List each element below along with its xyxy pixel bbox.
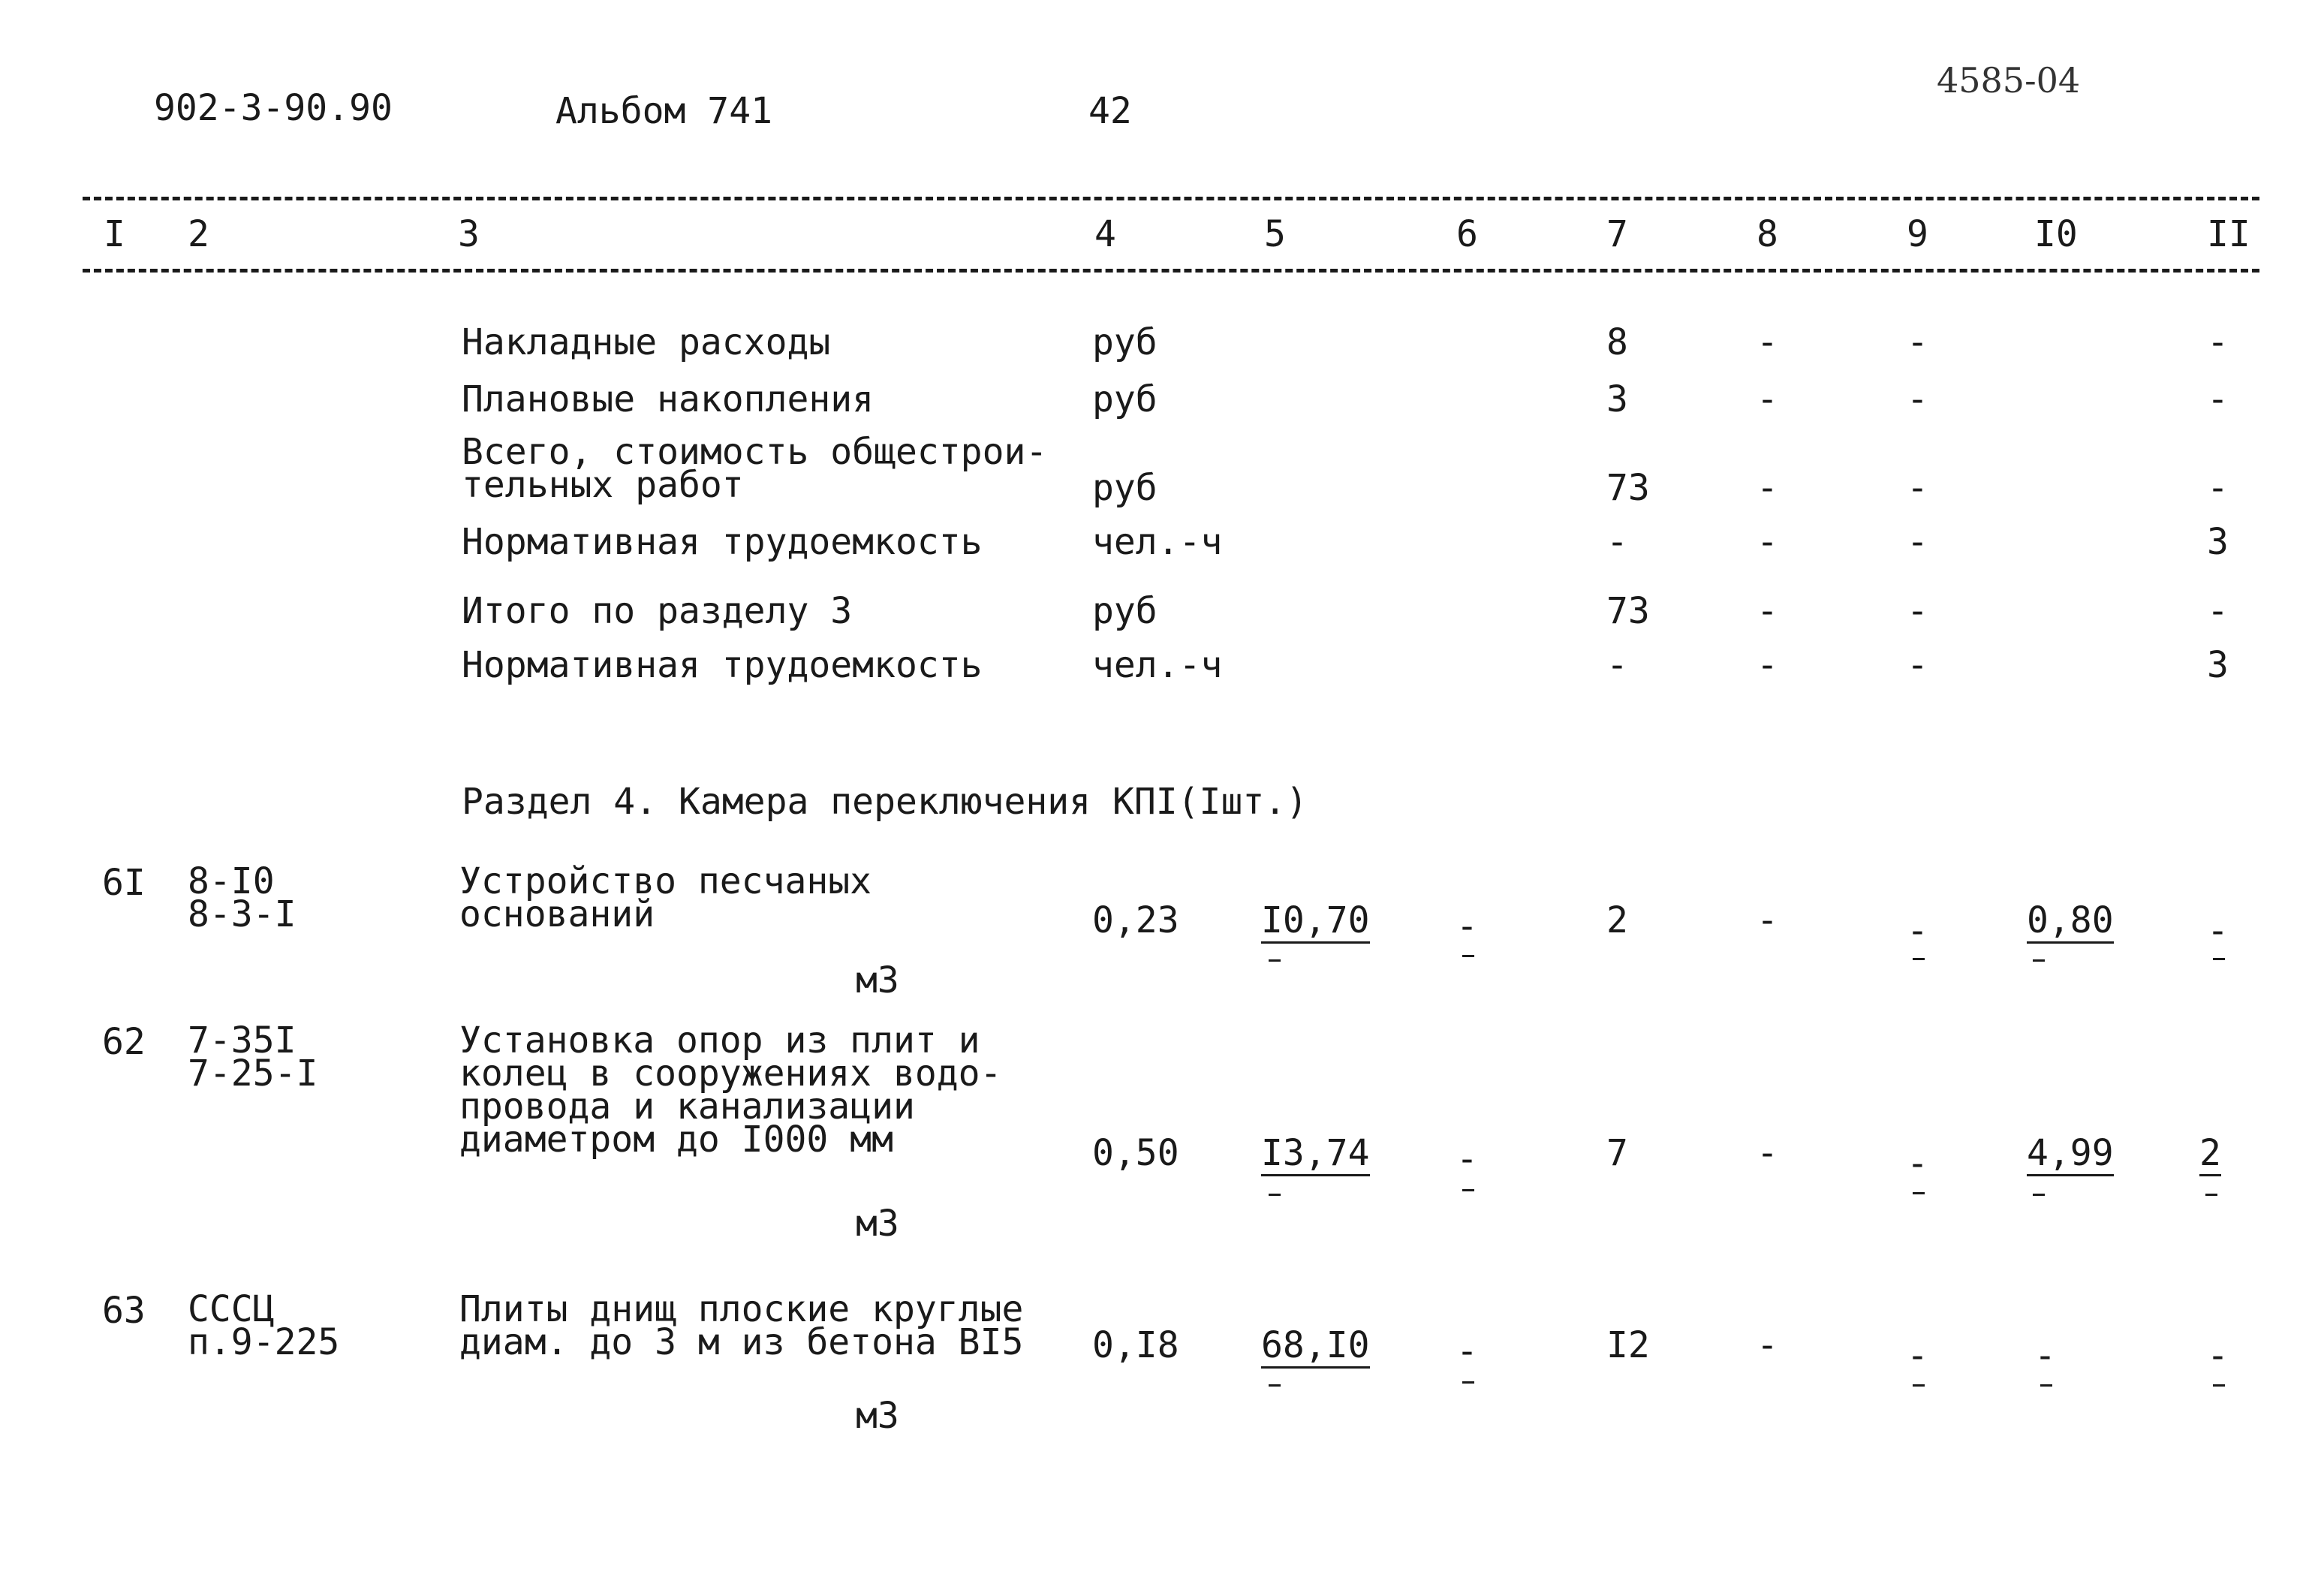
sub-dash [1269,1194,1281,1196]
col-header-2: 2 [188,213,209,255]
rate-code: СССЦ п.9-225 [188,1288,340,1364]
summary-unit: чел.-ч [1092,644,1223,686]
quantity: 0,23 [1092,899,1179,941]
sub-dash [2040,1384,2052,1387]
col10-value: 4,99 [2027,1135,2114,1176]
summary-col11: 3 [2207,644,2229,686]
col6-value: - [1456,905,1478,947]
work-description: Устройство песчаных оснований [459,860,872,936]
summary-name: Нормативная трудоемкость [462,644,983,686]
summary-col9: - [1907,644,1928,686]
summary-name: Плановые накопления [462,378,875,420]
document-code: 902-3-90.90 [154,87,393,129]
summary-col7: 73 [1606,467,1650,509]
col8-value: - [1757,1324,1778,1366]
col9-value: - [1907,1335,1928,1377]
col-header-9: 9 [1907,213,1928,255]
summary-unit: руб [1092,321,1158,363]
col6-value: - [1456,1330,1478,1372]
summary-col9: - [1907,321,1928,363]
summary-name: Итого по разделу 3 [462,590,853,632]
quantity: 0,50 [1092,1132,1179,1174]
col-header-7: 7 [1606,213,1628,255]
col8-value: - [1757,1132,1778,1174]
sub-dash [2213,1384,2225,1387]
unit: м3 [856,959,899,1001]
sub-dash [2213,958,2225,960]
rate-code: 8-I0 8-3-I [188,860,297,936]
album-label: Альбом 741 [555,90,772,132]
summary-col9: - [1907,521,1928,563]
summary-col9: - [1907,467,1928,509]
col10-value: - [2034,1335,2056,1377]
sub-dash [2033,1194,2045,1196]
summary-unit: руб [1092,590,1158,632]
summary-unit: чел.-ч [1092,521,1223,563]
summary-col8: - [1757,321,1778,363]
summary-col11: - [2207,590,2229,632]
summary-col9: - [1907,378,1928,420]
col-header-4: 4 [1094,213,1116,255]
summary-col8: - [1757,378,1778,420]
summary-col7: - [1606,644,1628,686]
summary-col7: 73 [1606,590,1650,632]
header-bottom-rule [83,269,2259,273]
sub-dash [1913,1384,1925,1387]
summary-col7: - [1606,521,1628,563]
summary-col7: 8 [1606,321,1628,363]
col-header-10: I0 [2034,213,2078,255]
summary-col8: - [1757,590,1778,632]
summary-col8: - [1757,521,1778,563]
row-number: 6I [102,862,146,904]
col8-value: - [1757,899,1778,941]
col7-value: 7 [1606,1132,1628,1174]
col6-value: - [1456,1138,1478,1180]
summary-col7: 3 [1606,378,1628,420]
summary-col11: - [2207,378,2229,420]
summary-col11: - [2207,467,2229,509]
row-number: 62 [102,1021,146,1063]
sub-dash [1269,959,1281,962]
summary-name: Всего, стоимость общестрои- тельных работ [462,431,1048,507]
col-header-8: 8 [1757,213,1778,255]
sub-dash [1269,1384,1281,1387]
work-description: Плиты днищ плоские круглые диам. до 3 м из бетона BI5 [459,1288,1024,1364]
header-top-rule [83,197,2259,200]
unit: м3 [856,1203,899,1245]
col-header-3: 3 [458,213,480,255]
summary-name: Нормативная трудоемкость [462,521,983,563]
col9-value: - [1907,1143,1928,1185]
quantity: 0,I8 [1092,1324,1179,1366]
sub-dash [1913,958,1925,960]
summary-col9: - [1907,590,1928,632]
unit-cost: I0,70 [1261,902,1370,944]
col-header-11: II [2207,213,2250,255]
summary-col11: - [2207,321,2229,363]
sub-dash [1913,1192,1925,1194]
summary-col8: - [1757,467,1778,509]
unit-cost: I3,74 [1261,1135,1370,1176]
col11-value: - [2207,910,2229,952]
section-title: Раздел 4. Камера переключения КПI(Iшт.) [462,781,1308,823]
unit: м3 [856,1395,899,1437]
col10-value: 0,80 [2027,902,2114,944]
sub-dash [1462,1189,1474,1191]
summary-col11: 3 [2207,521,2229,563]
col11-value: 2 [2199,1135,2221,1176]
page-number: 42 [1088,90,1132,132]
col-header-1: I [104,213,125,255]
work-description: Установка опор из плит и колец в сооружениях водо- провода и канализации диаметром до I000 мм [459,1019,1002,1161]
summary-col8: - [1757,644,1778,686]
summary-unit: руб [1092,467,1158,509]
sub-dash [2205,1194,2217,1196]
col7-value: 2 [1606,899,1628,941]
col7-value: I2 [1606,1324,1650,1366]
summary-unit: руб [1092,378,1158,420]
col-header-6: 6 [1456,213,1478,255]
col-header-5: 5 [1264,213,1286,255]
col9-value: - [1907,910,1928,952]
row-number: 63 [102,1290,146,1332]
sub-dash [1462,955,1474,957]
col11-value: - [2207,1335,2229,1377]
handwritten-stamp: 4585-04 [1937,60,2081,101]
unit-cost: 68,I0 [1261,1327,1370,1369]
summary-name: Накладные расходы [462,321,831,363]
sub-dash [2033,959,2045,962]
rate-code: 7-35I 7-25-I [188,1019,318,1095]
sub-dash [1462,1381,1474,1384]
